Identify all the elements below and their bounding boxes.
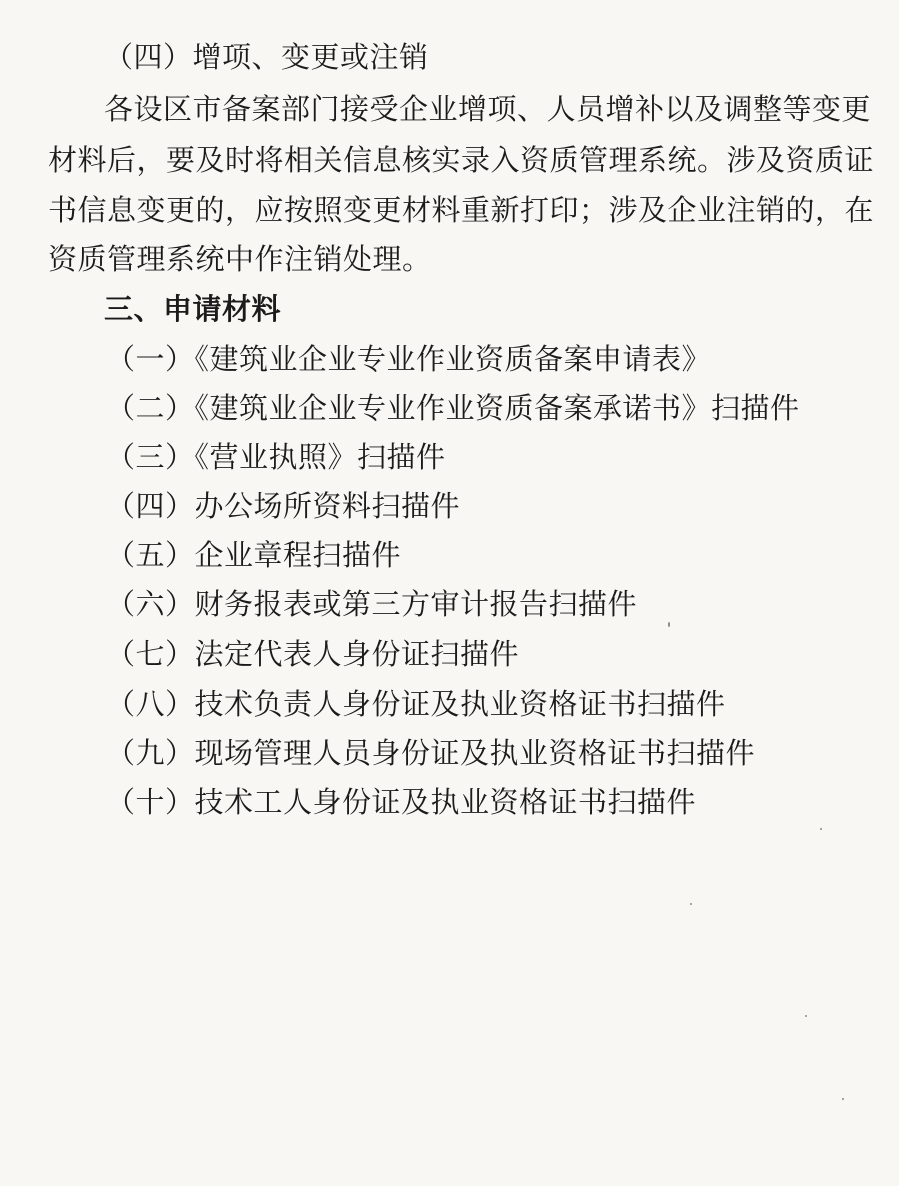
scan-speck [842,1098,844,1100]
list-item: （一）《建筑业企业专业作业资质备案申请表》 [106,342,712,376]
paragraph-line: 资质管理系统中作注销处理。 [48,242,432,276]
list-item: （二）《建筑业企业专业作业资质备案承诺书》扫描件 [106,391,800,425]
list-item: （五）企业章程扫描件 [106,538,402,572]
scan-speck [820,828,822,830]
list-item: （六）财务报表或第三方审计报告扫描件 [106,587,638,621]
list-item: （十）技术工人身份证及执业资格证书扫描件 [106,785,697,819]
list-item: （七）法定代表人身份证扫描件 [106,637,520,671]
scan-speck [690,903,692,905]
paragraph-line: 各设区市备案部门接受企业增项、人员增补以及调整等变更 [104,92,872,126]
scan-speck [668,622,670,627]
scan-speck [805,1015,807,1017]
subsection-heading: （四）增项、变更或注销 [104,40,429,74]
paragraph-line: 材料后，要及时将相关信息核实录入资质管理系统。涉及资质证 [48,143,875,177]
list-item: （九）现场管理人员身份证及执业资格证书扫描件 [106,736,756,770]
paragraph-line: 书信息变更的，应按照变更材料重新打印；涉及企业注销的，在 [48,193,875,227]
list-item: （八）技术负责人身份证及执业资格证书扫描件 [106,687,726,721]
list-item: （三）《营业执照》扫描件 [106,440,446,474]
list-item: （四）办公场所资料扫描件 [106,489,461,523]
section-heading: 三、申请材料 [104,292,282,326]
